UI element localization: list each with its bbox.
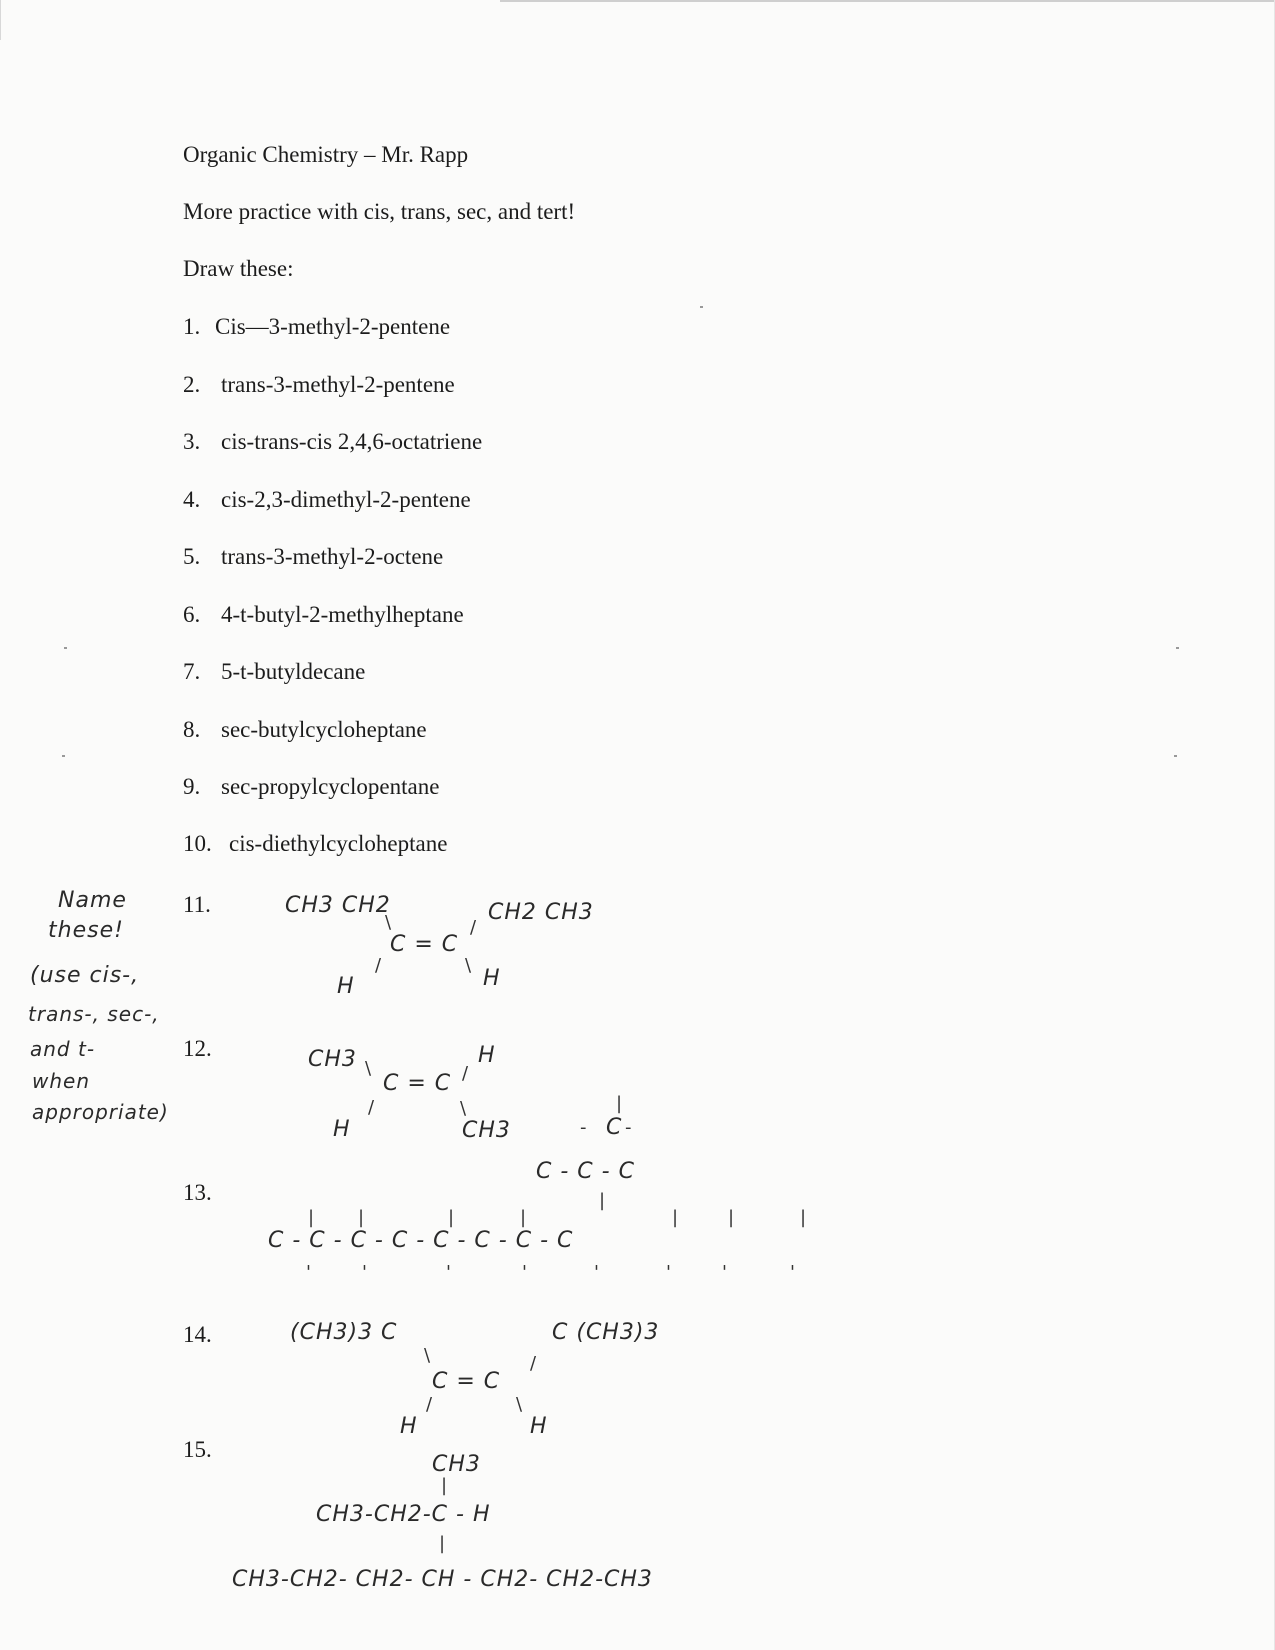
page-subtitle: More practice with cis, trans, sec, and tert! (183, 199, 576, 224)
scan-edge (0, 0, 1, 40)
item-number: 2. (183, 372, 201, 397)
note-line: Name (58, 888, 127, 913)
substituent: H (337, 974, 355, 999)
bond-mark: / (426, 1394, 433, 1415)
bond-mark: | (800, 1207, 807, 1228)
substituent: H (400, 1414, 418, 1439)
substituent: CH3 (432, 1452, 481, 1477)
bond-mark: | (441, 1475, 448, 1496)
draw-item: trans-3-methyl-2-pentene (221, 372, 455, 397)
item-number: 14. (183, 1322, 212, 1347)
bond-mark: / (530, 1353, 537, 1374)
carbon: C (606, 1115, 623, 1140)
note-line: (use cis-, (30, 963, 140, 988)
scan-speck (64, 647, 67, 649)
bond-mark: ' (446, 1262, 451, 1283)
draw-item: sec-butylcycloheptane (221, 717, 427, 742)
item-number: 1. (183, 314, 201, 339)
bond-mark: | (448, 1207, 455, 1228)
bond-mark: \ (424, 1345, 431, 1366)
bond-mark: - (625, 1117, 632, 1138)
bond-mark: | (358, 1207, 365, 1228)
bond-mark: \ (516, 1394, 523, 1415)
draw-item: trans-3-methyl-2-octene (221, 544, 444, 569)
bond-mark: - (580, 1117, 587, 1138)
item-number: 15. (183, 1437, 212, 1462)
bond-mark: / (462, 1063, 469, 1084)
bond-mark: | (308, 1207, 315, 1228)
double-bond: C = C (432, 1369, 501, 1394)
draw-item: cis-trans-cis 2,4,6-octatriene (221, 429, 483, 454)
bond-mark: ' (666, 1262, 671, 1283)
page-title: Organic Chemistry – Mr. Rapp (183, 142, 469, 167)
chain-segment: CH3-CH2-C - H (316, 1502, 491, 1527)
item-number: 6. (183, 602, 201, 627)
bond-mark: ' (594, 1262, 599, 1283)
bond-mark: | (672, 1207, 679, 1228)
item-number: 10. (183, 831, 212, 856)
substituent: CH3 (308, 1047, 357, 1072)
main-chain: CH3-CH2- CH2- CH - CH2- CH2-CH3 (232, 1567, 653, 1592)
substituent: (CH3)3 C (290, 1320, 398, 1345)
item-number: 8. (183, 717, 201, 742)
scan-speck (1174, 755, 1177, 757)
substituent: H (478, 1043, 496, 1068)
bond-mark: | (599, 1190, 606, 1211)
note-line: and t- (30, 1037, 96, 1061)
note-line: these! (48, 918, 124, 943)
bond-mark: | (439, 1533, 446, 1554)
bond-mark: / (368, 1097, 375, 1118)
scan-speck (700, 306, 703, 308)
item-number: 3. (183, 429, 201, 454)
item-number: 9. (183, 774, 201, 799)
bond-mark: ' (522, 1262, 527, 1283)
bond-mark: ' (362, 1262, 367, 1283)
bond-mark: ' (790, 1262, 795, 1283)
note-line: trans-, sec-, (28, 1002, 160, 1026)
draw-item: 5-t-butyldecane (221, 659, 366, 684)
bond-mark: | (616, 1093, 623, 1114)
note-line: appropriate) (32, 1100, 169, 1124)
note-line: when (32, 1069, 91, 1093)
bond-mark: \ (465, 955, 472, 976)
substituent: H (530, 1414, 548, 1439)
item-number: 4. (183, 487, 201, 512)
bond-mark: | (728, 1207, 735, 1228)
bond-mark: \ (460, 1098, 467, 1119)
draw-item: cis-diethylcycloheptane (229, 831, 448, 856)
draw-item: cis-2,3-dimethyl-2-pentene (221, 487, 471, 512)
item-number: 13. (183, 1180, 212, 1205)
item-number: 11. (183, 892, 211, 917)
substituent: CH3 (462, 1118, 511, 1143)
double-bond: C = C (390, 932, 459, 957)
item-number: 5. (183, 544, 201, 569)
bond-mark: / (375, 955, 382, 976)
substituent: H (333, 1117, 351, 1142)
draw-item: sec-propylcyclopentane (221, 774, 440, 799)
item-number: 12. (183, 1036, 212, 1061)
scan-edge (500, 0, 1275, 2)
bond-mark: \ (385, 912, 392, 933)
item-number: 7. (183, 659, 201, 684)
double-bond: C = C (383, 1071, 452, 1096)
branch-chain: C - C - C (536, 1159, 635, 1184)
substituent: H (483, 966, 501, 991)
scan-speck (62, 755, 65, 757)
substituent: CH2 CH3 (488, 900, 594, 925)
scan-speck (1176, 647, 1179, 649)
bond-mark: \ (365, 1058, 372, 1079)
bond-mark: ' (306, 1262, 311, 1283)
substituent: C (CH3)3 (552, 1320, 660, 1345)
main-chain: C - C - C - C - C - C - C - C (268, 1228, 574, 1253)
bond-mark: | (520, 1207, 527, 1228)
substituent: CH3 CH2 (285, 893, 391, 918)
bond-mark: ' (722, 1262, 727, 1283)
draw-item: Cis—3-methyl-2-pentene (215, 314, 451, 339)
draw-item: 4-t-butyl-2-methylheptane (221, 602, 464, 627)
bond-mark: / (470, 917, 477, 938)
draw-prompt: Draw these: (183, 256, 294, 281)
